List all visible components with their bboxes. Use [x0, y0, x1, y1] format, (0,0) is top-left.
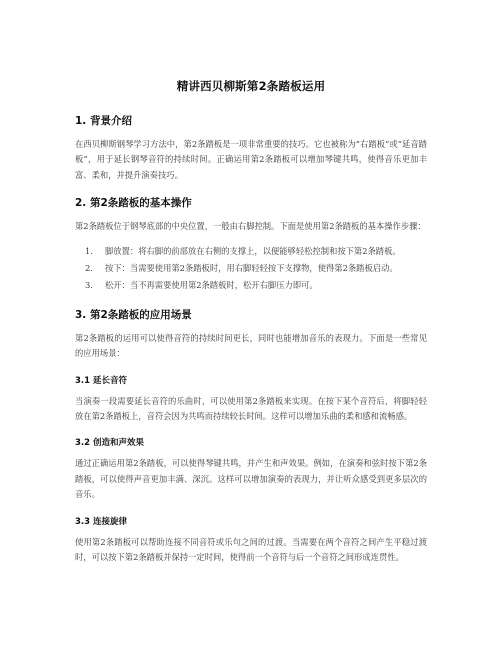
section-heading: 1. 背景介绍	[75, 115, 132, 127]
step-number: 3.	[85, 280, 93, 291]
section-heading: 3. 第2条踏板的应用场景	[75, 308, 192, 321]
section-basic-operation	[75, 195, 427, 294]
section-background	[75, 113, 427, 183]
step-number: 1.	[85, 245, 93, 256]
subsection-paragraph: 通过正确运用第2条踏板，可以使得琴键共鸣，并产生和声效果。例如，在演奏和弦时按下第2条踏板，可以使得声音更加丰满、深沉。这样可以增加演奏的表现力，并让听众感受到更多层次的音乐。	[75, 458, 427, 500]
subsection-heading: 3.3 连接旋律	[75, 516, 128, 527]
section-paragraph: 第2条踏板位于钢琴底部的中央位置，一般由右脚控制。下面是使用第2条踏板的基本操作步骤：	[75, 221, 426, 232]
subsection-heading: 3.2 创造和声效果	[75, 438, 145, 449]
section-paragraph: 第2条踏板的运用可以使得音符的持续时间更长，同时也能增加音乐的表现力。下面是一些常见的应用场景：	[75, 332, 427, 359]
subsection-heading: 3.1 延长音符	[75, 375, 128, 386]
step-item	[75, 261, 427, 276]
subsection-harmony-effect	[75, 436, 427, 502]
step-number: 2.	[85, 263, 93, 274]
step-text: 脚放置：将右脚的前部放在右侧的支撑上，以便能够轻松控制和按下第2条踏板。	[105, 245, 401, 256]
document-content	[75, 78, 427, 578]
subsection-extend-notes	[75, 374, 427, 425]
document-title: 精讲西贝柳斯第2条踏板运用	[176, 79, 326, 93]
section-heading: 2. 第2条踏板的基本操作	[75, 197, 192, 210]
section-paragraph: 在西贝柳斯钢琴学习方法中，第2条踏板是一项非常重要的技巧。它也被称为”右踏板”或”延音踏板”，用于延长钢琴音符的持续时间。正确运用第2条踏板可以增加琴键共鸣，使得音乐更加丰富、柔和，并提升演奏技巧。	[75, 139, 427, 180]
subsection-paragraph: 当演奏一段需要延长音符的乐曲时，可以使用第2条踏板来实现。在按下某个音符后，将脚轻轻放在第2条踏板上，音符会因为共鸣而持续较长时间。这样可以增加乐曲的柔和感和流畅感。	[75, 395, 427, 422]
step-text: 松开：当不再需要使用第2条踏板时，松开右脚压力即可。	[105, 280, 318, 291]
steps-list	[75, 244, 427, 294]
step-item	[75, 244, 427, 259]
section-application-scenarios	[75, 307, 427, 566]
step-item	[75, 278, 427, 293]
subsection-paragraph: 使用第2条踏板可以帮助连接不同音符或乐句之间的过渡。当需要在两个音符之间产生平稳过渡时，可以按下第2条踏板并保持一定时间，使得前一个音符与后一个音符之间形成连贯性。	[75, 536, 427, 563]
subsection-connect-melody	[75, 515, 427, 566]
step-text: 按下：当需要使用第2条踏板时，用右脚轻轻按下支撑物，使得第2条踏板启动。	[105, 263, 398, 274]
